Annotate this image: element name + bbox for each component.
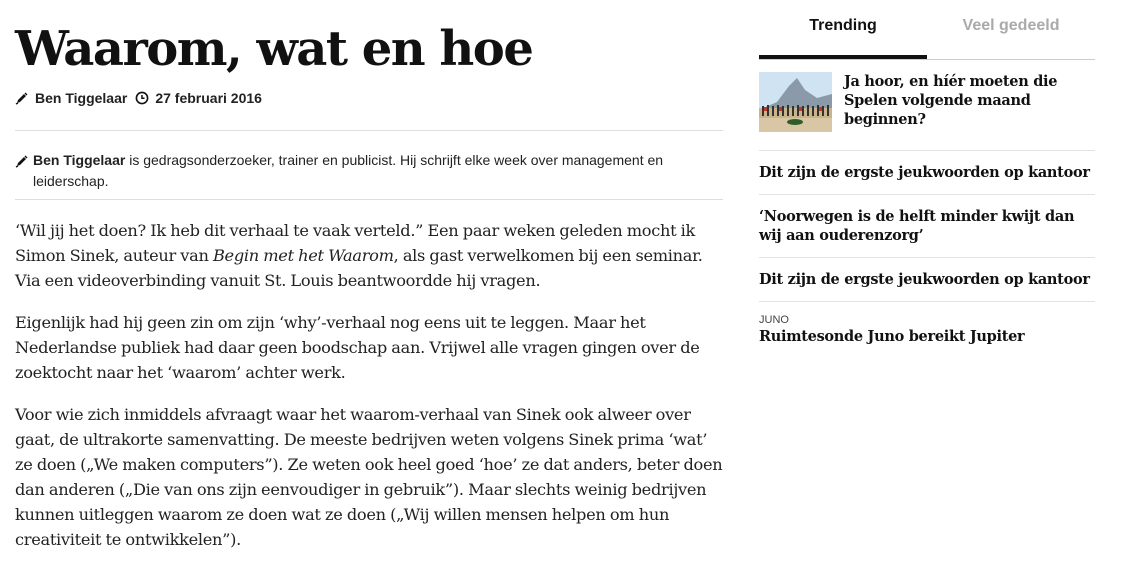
author-bio xyxy=(15,150,723,192)
pen-icon xyxy=(15,153,29,167)
publish-date: 27 februari 2016 xyxy=(155,90,262,106)
thumbnail-image[interactable] xyxy=(759,72,832,132)
item-title[interactable]: Ruimtesonde Juno bereikt Jupiter xyxy=(759,328,1025,345)
item-kicker: JUNO xyxy=(759,314,789,326)
tab-veel-gedeeld[interactable]: Veel gedeeld xyxy=(962,17,1060,34)
article-title: Waarom, wat en hoe xyxy=(15,21,533,77)
list-item[interactable] xyxy=(759,60,1095,151)
list-item[interactable] xyxy=(759,195,1095,258)
paragraph: Eigenlijk had hij geen zin om zijn ‘why’-verhaal nog eens uit te leggen. Maar het Nederlandse publiek had daar geen boodschap aan. Vrijwel alle vragen gingen over de zoektocht naar het ‘waarom’ achter werk. xyxy=(15,313,700,382)
bio-author-name: Ben Tiggelaar xyxy=(33,152,126,168)
paragraph: Voor wie zich inmiddels afvraagt waar het waarom-verhaal van Sinek ook alweer over gaat, de ultrakorte samenvatting. De meeste bedrijven weten volgens Sinek prima ‘wat’ ze doen („We maken computers”). Ze weten ook heel goed ‘hoe’ ze dat anders, beter doen dan anderen („Die van ons zijn eenvoudiger in gebruik”). Maar slechts weinig bedrijven kunnen uitleggen waarom ze doen wat ze doen („Wij willen mensen helpen om hun creativiteit te ontwikkelen”). xyxy=(15,405,723,549)
divider xyxy=(15,130,723,131)
list-item[interactable] xyxy=(759,302,1095,346)
item-title[interactable]: Dit zijn de ergste jeukwoorden op kantoor xyxy=(759,164,1090,181)
paragraph-text: ‘Wil jij het doen? Ik heb dit verhaal te vaak verteld.” Een paar weken geleden mocht ik Simon Sinek, auteur van xyxy=(15,221,696,265)
sidebar-tabs xyxy=(759,0,1095,60)
bio-text: is gedragsonderzoeker, trainer en publicist. Hij schrijft elke week over management en leiderschap. xyxy=(33,152,664,189)
item-title[interactable]: Dit zijn de ergste jeukwoorden op kantoor xyxy=(759,271,1090,288)
article xyxy=(15,0,723,552)
tab-trending[interactable]: Trending xyxy=(759,0,927,59)
list-item[interactable] xyxy=(759,258,1095,302)
clock-icon xyxy=(135,91,149,105)
paragraph-text: , als gast verwelkomen bij een seminar. Via een videoverbinding vanuit St. Louis beantwoordde hij vragen. xyxy=(15,246,703,290)
book-title: Begin met het Waarom xyxy=(212,246,394,265)
article-body xyxy=(15,218,723,552)
pen-icon xyxy=(15,91,29,105)
divider xyxy=(15,199,723,200)
list-item[interactable] xyxy=(759,151,1095,195)
item-title[interactable]: Ja hoor, en híér moeten die Spelen volgende maand beginnen? xyxy=(844,73,1058,128)
author-name[interactable]: Ben Tiggelaar xyxy=(35,90,128,106)
paragraph xyxy=(15,218,723,293)
article-meta xyxy=(15,90,723,106)
item-title[interactable]: ‘Noorwegen is de helft minder kwijt dan wij aan ouderenzorg’ xyxy=(759,208,1075,244)
sidebar xyxy=(759,0,1095,346)
